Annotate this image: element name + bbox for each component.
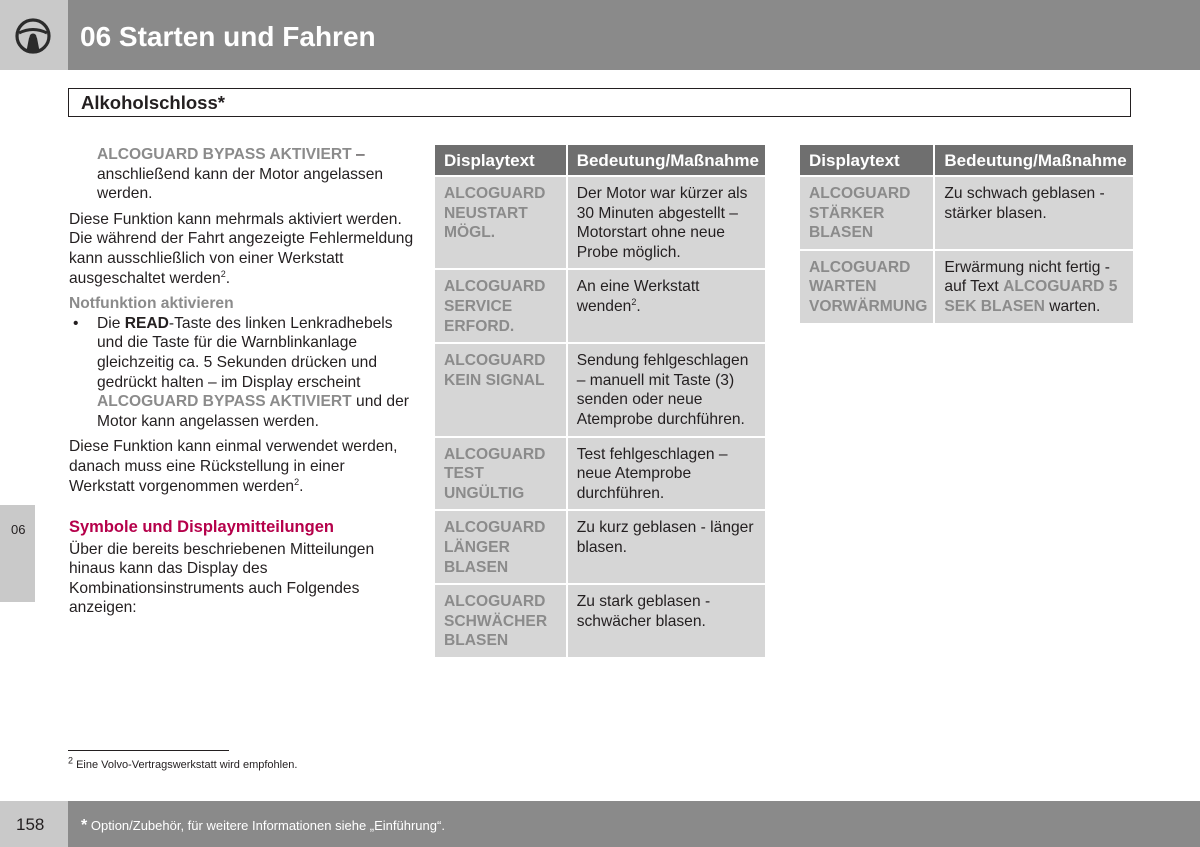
read-key-label: READ [124, 314, 169, 332]
column-header: Displaytext [435, 145, 567, 176]
table-row [800, 176, 1133, 250]
emergency-bullet [69, 314, 414, 432]
display-code: ALCOGUARD LÄNGER BLASEN [435, 510, 567, 584]
chapter-side-tab [0, 505, 35, 602]
bullet-mark: • [73, 314, 79, 332]
column-header: Bedeutung/Maßnahme [934, 145, 1132, 176]
symbols-paragraph: Über die bereits beschriebenen Mitteilungen hinaus kann das Display des Kombinationsinstruments auch Folgendes anzeigen: [69, 540, 375, 617]
chapter-icon-box [0, 0, 68, 70]
page-number: 158 [16, 815, 45, 834]
footnote-ref: 2 [294, 476, 300, 487]
table-row [435, 343, 765, 436]
footnote-divider [68, 750, 229, 751]
table-row [435, 584, 765, 657]
table-row [435, 510, 765, 584]
display-messages-table-2 [800, 145, 1133, 323]
bypass-text: – anschließend kann der Motor angelassen werden. [97, 146, 384, 203]
table-row [435, 269, 765, 343]
left-column [69, 145, 414, 624]
meaning-end: warten. [1044, 297, 1101, 315]
table-header-row [435, 145, 765, 176]
footnote-text: Eine Volvo-Vertragswerkstatt wird empfohlen. [76, 759, 298, 771]
option-star: * [81, 817, 88, 834]
meaning: Zu kurz geblasen - länger blasen. [567, 510, 765, 584]
meaning: Test fehlgeschlagen – neue Atemprobe durchführen. [567, 437, 765, 511]
emergency-subheading: Notfunktion aktivieren [69, 295, 234, 313]
once-paragraph [69, 437, 414, 496]
display-code: ALCOGUARD STÄRKER BLASEN [800, 176, 934, 250]
bypass-paragraph [69, 145, 414, 204]
chapter-title: 06 Starten und Fahren [80, 21, 376, 52]
display-code: ALCOGUARD KEIN SIGNAL [435, 343, 567, 436]
meaning: An eine Werkstatt wenden [576, 278, 700, 315]
meaning-cell [567, 269, 765, 343]
section-title: Alkoholschloss* [81, 92, 225, 113]
header-bar [68, 0, 1200, 70]
meaning: Zu stark geblasen - schwächer blasen. [567, 584, 765, 657]
bullet-code: ALCOGUARD BYPASS AKTIVIERT [97, 393, 352, 411]
display-code: ALCOGUARD WARTEN VORWÄRMUNG [800, 250, 934, 323]
section-title-box [68, 88, 1131, 117]
footnote [68, 755, 298, 771]
once-text: Diese Funktion kann einmal verwendet werden, danach muss eine Rückstellung in einer Werkstatt vorgenommen werden [69, 438, 398, 495]
function-text: Diese Funktion kann mehrmals aktiviert werden. Die während der Fahrt angezeigte Fehlermeldung kann ausschließlich von einer Werkstatt ausgeschaltet werden [69, 210, 414, 287]
bullet-text-mid: -Taste des linken Lenkradhebels und die Taste für die Warnblinkanlage gleichzeitig ca. 5 Sekunden drücken und gedrückt halten – im Display erscheint [97, 314, 393, 391]
footnote-ref: 2 [220, 268, 226, 279]
bypass-code: ALCOGUARD BYPASS AKTIVIERT [97, 146, 352, 163]
side-tab-label: 06 [11, 522, 26, 537]
function-text-end: . [225, 269, 231, 287]
display-code: ALCOGUARD TEST UNGÜLTIG [435, 437, 567, 511]
meaning: Erwärmung nicht fertig - auf Text [944, 258, 1110, 296]
footer-note [81, 817, 445, 835]
table-row [435, 437, 765, 511]
function-paragraph [69, 210, 414, 288]
meaning: Sendung fehlgeschlagen – manuell mit Taste (3) senden oder neue Atemprobe durchführen. [567, 343, 765, 436]
steering-wheel-icon [13, 17, 53, 55]
meaning-code: ALCOGUARD 5 SEK BLASEN [944, 278, 1118, 315]
display-code: ALCOGUARD SCHWÄCHER BLASEN [435, 584, 567, 657]
table-header-row [800, 145, 1133, 176]
bullet-text-pre: Die [97, 314, 125, 332]
column-header: Bedeutung/Maßnahme [567, 145, 765, 176]
footnote-ref: 2 [631, 296, 637, 307]
table-row [800, 250, 1133, 323]
page-number-box [0, 801, 68, 847]
bullet-text-end: und der Motor kann angelassen werden. [97, 393, 409, 430]
meaning-end: . [636, 297, 641, 315]
footnote-mark: 2 [68, 755, 74, 766]
meaning: Der Motor war kürzer als 30 Minuten abgestellt – Motorstart ohne neue Probe möglich. [567, 176, 765, 269]
meaning: Zu schwach geblasen - stärker blasen. [934, 176, 1132, 250]
display-code: ALCOGUARD NEUSTART MÖGL. [435, 176, 567, 269]
meaning-cell [934, 250, 1132, 323]
display-code: ALCOGUARD SERVICE ERFORD. [435, 269, 567, 343]
footer-bar [68, 801, 1200, 847]
display-messages-table-1 [435, 145, 765, 657]
once-text-end: . [299, 477, 304, 495]
footer-note-text: Option/Zubehör, für weitere Informationen siehe „Einführung“. [87, 818, 445, 833]
column-header: Displaytext [800, 145, 934, 176]
symbols-heading: Symbole und Displaymitteilungen [69, 518, 334, 537]
table-row [435, 176, 765, 269]
